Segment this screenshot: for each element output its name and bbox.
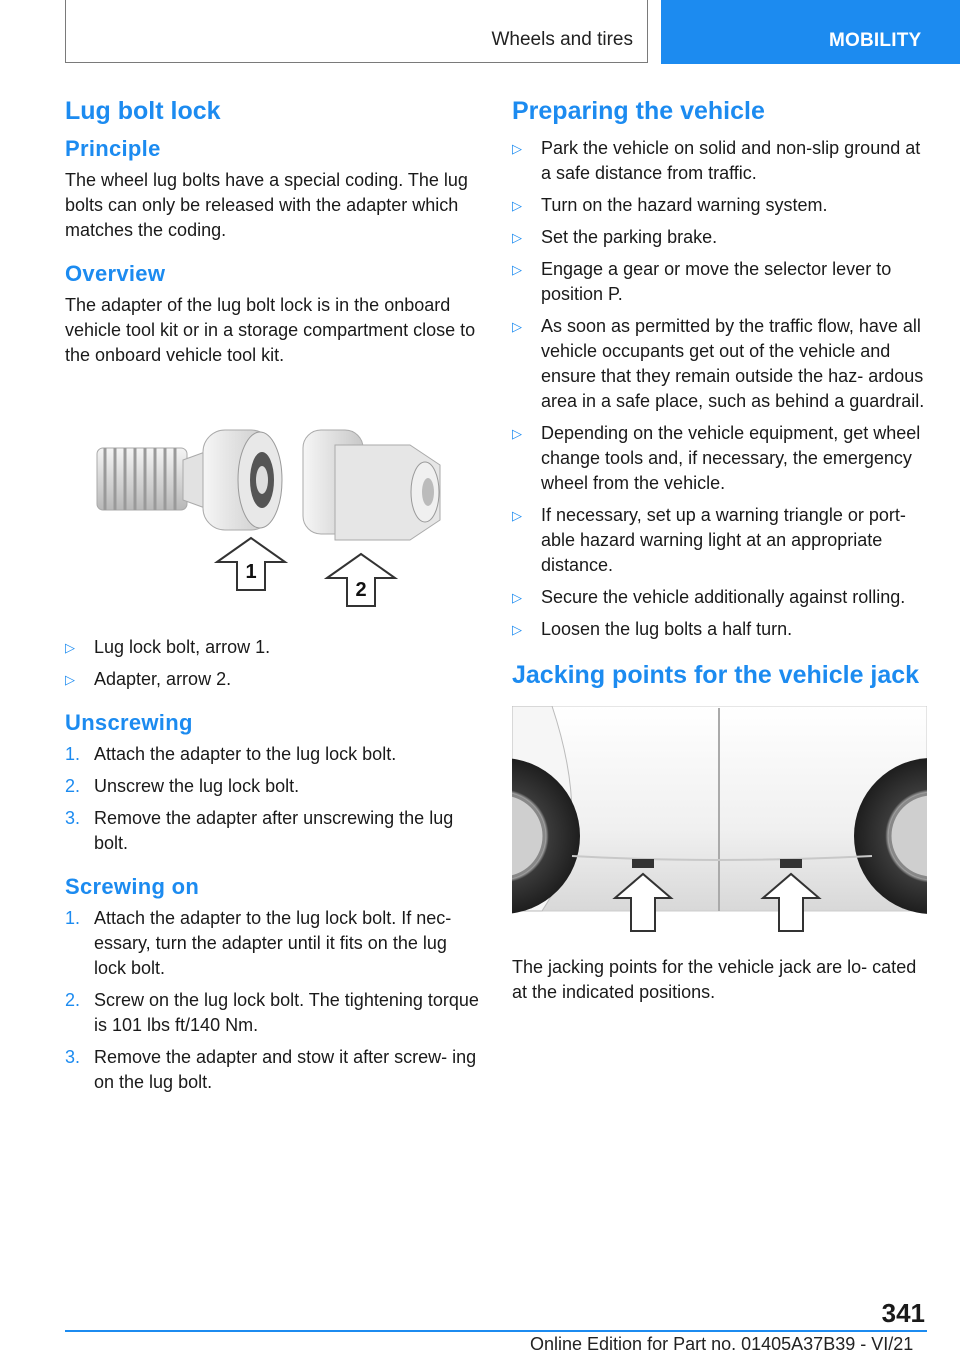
arrow-2-label: 2 (355, 579, 367, 601)
footer-edition: Online Edition for Part no. 01405A37B39 - VI/21 (530, 1334, 914, 1354)
screwing-on-steps (65, 906, 480, 1095)
principle-heading: Principle (65, 136, 161, 161)
list-item: 2. Screw on the lug lock bolt. The tightening torque is 101 lbs ft/140 Nm. (65, 990, 479, 1035)
list-item: ▷ As soon as permitted by the traffic flow, have all vehicle occupants get out of the vehicle and ensure that they remain outside the haz- ardous area in a safe place, such as behind a guardrail. (512, 316, 925, 411)
right-column (512, 96, 932, 1005)
lug-bolt-lock-title: Lug bolt lock (65, 97, 221, 125)
unscrewing-heading: Unscrewing (65, 710, 193, 735)
list-item: ▷ Turn on the hazard warning system. (512, 193, 932, 218)
bullet-triangle-icon: ▷ (65, 640, 75, 655)
bullet-triangle-icon: ▷ (65, 672, 75, 687)
list-item: ▷ If necessary, set up a warning triangle or port- able hazard warning light at an appropriate distance. (512, 505, 906, 575)
footer-divider (65, 1330, 927, 1332)
principle-section (65, 136, 480, 243)
header-chapter-tab: MOBILITY (661, 0, 960, 64)
bullet-triangle-icon: ▷ (512, 141, 522, 156)
bullet-triangle-icon: ▷ (512, 508, 522, 523)
bullet-triangle-icon: ▷ (512, 622, 522, 637)
list-item: ▷ Secure the vehicle additionally against rolling. (512, 585, 932, 610)
list-item: 3. Remove the adapter after unscrewing the lug bolt. (65, 808, 454, 853)
list-item: ▷ Adapter, arrow 2. (65, 667, 480, 692)
preparing-steps-list (512, 136, 932, 642)
bullet-triangle-icon: ▷ (512, 198, 522, 213)
list-item: ▷ Loosen the lug bolts a half turn. (512, 617, 932, 642)
unscrewing-section (65, 710, 480, 856)
overview-section (65, 261, 480, 368)
list-item: 2. Unscrew the lug lock bolt. (65, 776, 300, 796)
header-box (65, 0, 648, 63)
list-item: ▷ Park the vehicle on solid and non-slip ground at a safe distance from traffic. (512, 138, 921, 183)
figure-legend-list (65, 635, 480, 692)
jacking-points-text: The jacking points for the vehicle jack are lo- cated at the indicated positions. (512, 957, 917, 1002)
bullet-triangle-icon: ▷ (512, 319, 522, 334)
principle-text: The wheel lug bolts have a special coding. The lug bolts can only be released with the adapter which matches the coding. (65, 170, 468, 240)
unscrewing-steps (65, 742, 480, 856)
overview-heading: Overview (65, 261, 166, 286)
overview-text: The adapter of the lug bolt lock is in the onboard vehicle tool kit or in a storage compartment close to the onboard vehicle tool kit. (65, 295, 476, 365)
arrow-1-label: 1 (245, 561, 257, 583)
page-number: 341 (881, 1298, 925, 1328)
bullet-triangle-icon: ▷ (512, 230, 522, 245)
list-item: ▷ Depending on the vehicle equipment, get wheel change tools and, if necessary, the emergency wheel from the vehicle. (512, 423, 921, 493)
preparing-vehicle-title: Preparing the vehicle (512, 97, 765, 125)
bullet-triangle-icon: ▷ (512, 262, 522, 277)
list-item: 3. Remove the adapter and stow it after screw- ing on the lug bolt. (65, 1047, 477, 1092)
bullet-triangle-icon: ▷ (512, 426, 522, 441)
list-item: ▷ Lug lock bolt, arrow 1. (65, 635, 480, 660)
list-item: 1. Attach the adapter to the lug lock bolt. (65, 744, 397, 764)
jacking-points-figure (512, 706, 927, 938)
jacking-points-title: Jacking points for the vehicle jack (512, 661, 920, 689)
list-item: ▷ Set the parking brake. (512, 225, 932, 250)
adapter-drawing (303, 430, 440, 540)
screwing-on-heading: Screwing on (65, 874, 200, 899)
left-column (65, 96, 480, 1102)
screwing-on-section (65, 874, 480, 1095)
lug-bolt-figure (65, 390, 480, 620)
bullet-triangle-icon: ▷ (512, 590, 522, 605)
list-item: ▷ Engage a gear or move the selector lever to position P. (512, 259, 892, 304)
list-item: 1. Attach the adapter to the lug lock bolt. If nec- essary, turn the adapter until it fits on the lug lock bolt. (65, 908, 452, 978)
header-section-title: Wheels and tires (491, 29, 633, 50)
lug-lock-bolt-drawing (97, 430, 282, 530)
